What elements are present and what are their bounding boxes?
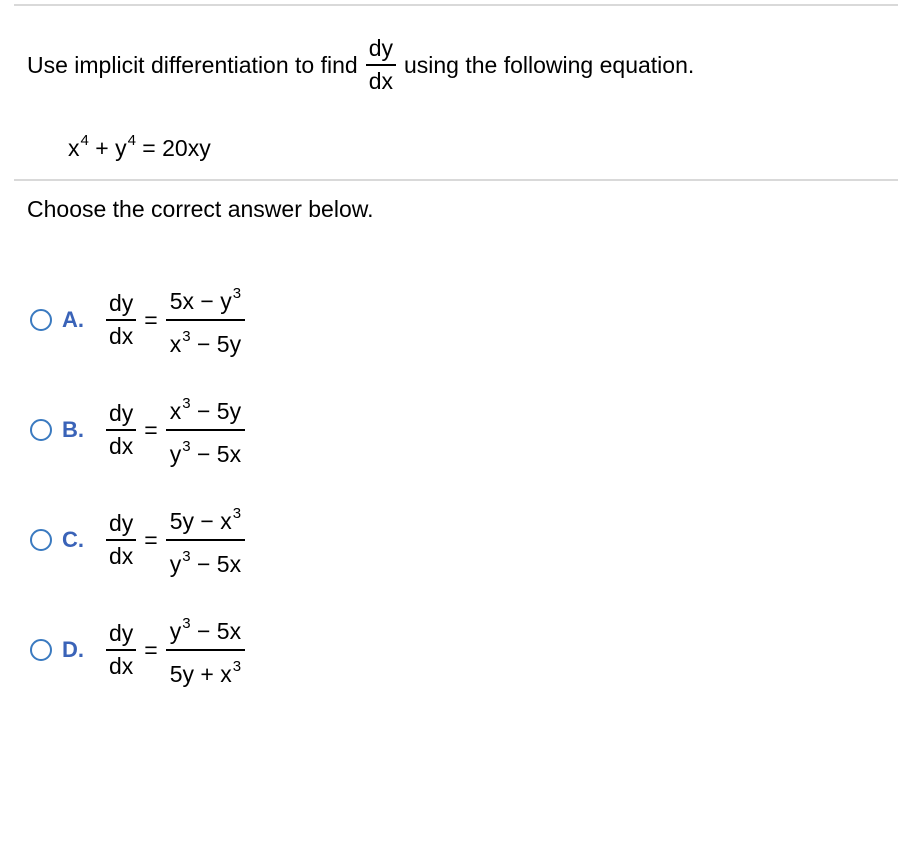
answer-option-c[interactable] — [30, 490, 245, 590]
fraction-bar — [106, 539, 136, 541]
numerator-exponent: 3 — [182, 615, 191, 632]
lhs-denominator: dx — [109, 543, 134, 569]
derivative-denominator: dx — [368, 68, 393, 94]
rhs-numerator — [166, 284, 245, 313]
denominator-text: 5y + x — [169, 661, 232, 687]
equation-rhs: = 20xy — [135, 135, 211, 161]
numerator-text: y — [169, 618, 182, 644]
question-text — [27, 32, 694, 98]
option-letter: B. — [62, 417, 84, 442]
answer-option-d[interactable] — [30, 600, 245, 700]
equation-term-x: x — [68, 135, 80, 161]
option-letter: D. — [62, 637, 84, 662]
option-rhs-fraction — [166, 394, 245, 466]
option-expression — [106, 504, 245, 576]
numerator-exponent: 3 — [232, 505, 242, 522]
radio-button-a[interactable] — [30, 309, 52, 331]
option-rhs-fraction — [166, 504, 245, 576]
denominator-exponent: 3 — [182, 328, 191, 345]
fraction-bar — [106, 429, 136, 431]
denominator-text: − 5x — [190, 441, 242, 467]
lhs-numerator: dy — [109, 400, 134, 426]
rhs-denominator — [166, 437, 245, 466]
option-lhs-fraction — [106, 292, 136, 348]
equals-sign: = — [144, 526, 158, 553]
fraction-bar — [166, 539, 245, 541]
numerator-text: − 5y — [190, 398, 242, 424]
fraction-bar — [106, 319, 136, 321]
derivative-fraction — [366, 37, 396, 93]
option-letter: C. — [62, 527, 84, 552]
answer-option-a[interactable] — [30, 270, 245, 370]
denominator-exponent: 3 — [232, 658, 242, 675]
numerator-exponent: 3 — [182, 395, 191, 412]
lhs-denominator: dx — [109, 323, 134, 349]
fraction-bar — [166, 429, 245, 431]
equation-plus: + — [88, 135, 116, 161]
fraction-bar — [106, 649, 136, 651]
numerator-text: 5y − x — [169, 508, 232, 534]
rhs-numerator — [166, 394, 245, 423]
option-expression — [106, 394, 245, 466]
rhs-denominator — [166, 547, 245, 576]
denominator-text: y — [169, 441, 182, 467]
lhs-numerator: dy — [109, 620, 134, 646]
denominator-text: − 5x — [190, 551, 242, 577]
option-expression — [106, 284, 245, 356]
question-suffix: using the following equation. — [403, 51, 695, 78]
radio-button-c[interactable] — [30, 529, 52, 551]
numerator-text: 5x − y — [169, 288, 232, 314]
rhs-numerator — [166, 504, 245, 533]
option-letter: A. — [62, 307, 84, 332]
fraction-bar — [366, 64, 396, 66]
fraction-bar — [166, 649, 245, 651]
option-lhs-fraction — [106, 512, 136, 568]
derivative-numerator: dy — [368, 35, 393, 61]
top-divider — [14, 4, 898, 6]
equals-sign: = — [144, 306, 158, 333]
lhs-denominator: dx — [109, 653, 134, 679]
denominator-text: y — [169, 551, 182, 577]
question-prefix: Use implicit differentiation to find — [27, 51, 358, 78]
given-equation — [68, 128, 211, 172]
option-rhs-fraction — [166, 284, 245, 356]
radio-button-b[interactable] — [30, 419, 52, 441]
equals-sign: = — [144, 416, 158, 443]
numerator-text: x — [169, 398, 182, 424]
instruction-text: Choose the correct answer below. — [27, 196, 374, 222]
denominator-exponent: 3 — [182, 548, 191, 565]
numerator-exponent: 3 — [232, 285, 242, 302]
option-lhs-fraction — [106, 402, 136, 458]
radio-button-d[interactable] — [30, 639, 52, 661]
equation-exponent-y: 4 — [127, 132, 136, 149]
fraction-bar — [166, 319, 245, 321]
lhs-numerator: dy — [109, 510, 134, 536]
option-lhs-fraction — [106, 622, 136, 678]
option-expression — [106, 614, 245, 686]
answer-option-b[interactable] — [30, 380, 245, 480]
lhs-denominator: dx — [109, 433, 134, 459]
option-rhs-fraction — [166, 614, 245, 686]
denominator-text: − 5y — [190, 331, 242, 357]
denominator-text: x — [169, 331, 182, 357]
section-divider — [14, 179, 898, 181]
equation-exponent-x: 4 — [80, 132, 89, 149]
rhs-numerator — [166, 614, 245, 643]
rhs-denominator — [166, 327, 245, 356]
equation-term-y: y — [115, 135, 127, 161]
denominator-exponent: 3 — [182, 438, 191, 455]
rhs-denominator — [166, 657, 245, 686]
equals-sign: = — [144, 636, 158, 663]
numerator-text: − 5x — [190, 618, 242, 644]
lhs-numerator: dy — [109, 290, 134, 316]
